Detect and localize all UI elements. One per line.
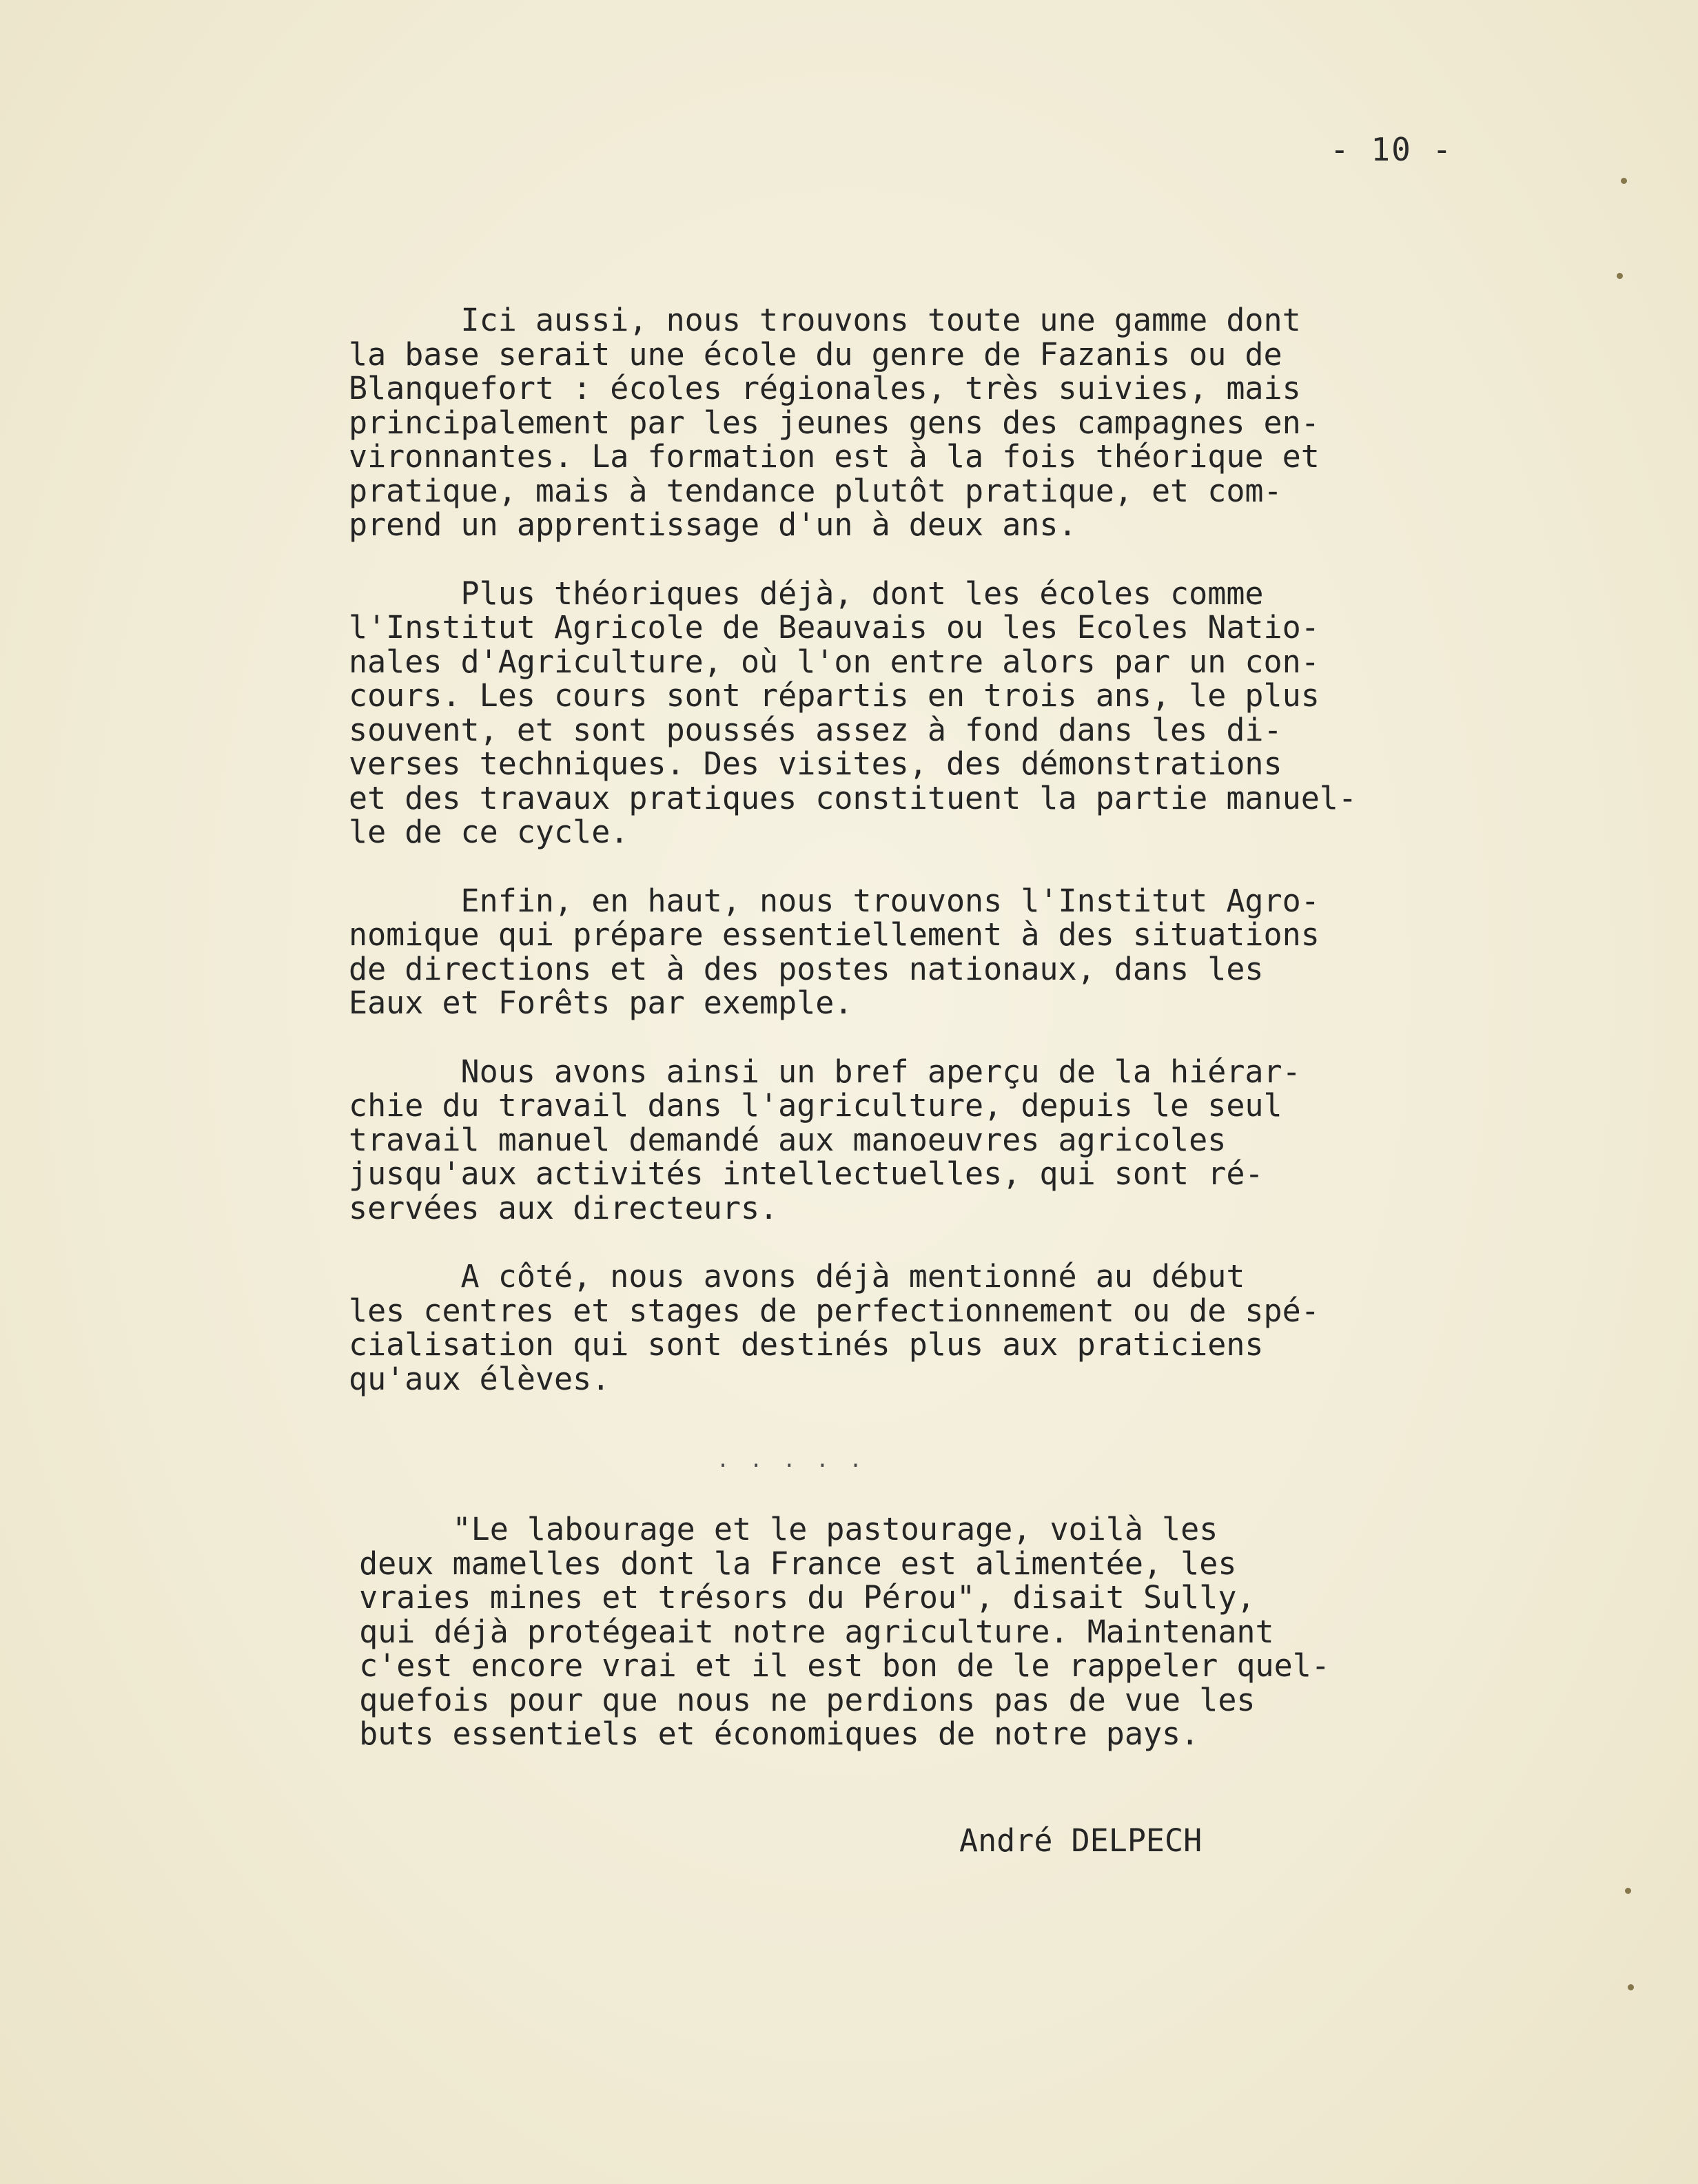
text-line: cialisation qui sont destinés plus aux praticiens — [349, 1326, 1264, 1363]
text-line: Nous avons ainsi un bref aperçu de la hiérar- — [349, 1053, 1301, 1090]
text-line: l'Institut Agricole de Beauvais ou les Ecoles Natio- — [349, 609, 1320, 646]
text-line: souvent, et sont poussés assez à fond dans les di- — [349, 711, 1282, 748]
text-line: quefois pour que nous ne perdions pas de vue les — [340, 1681, 1256, 1718]
text-line: Eaux et Forêts par exemple. — [349, 985, 853, 1021]
section-separator: . . . . . — [717, 1448, 866, 1472]
text-line: Enfin, en haut, nous trouvons l'Institut Agro- — [349, 882, 1320, 919]
text-line: Plus théoriques déjà, dont les écoles comme — [349, 575, 1264, 612]
page-number: - 10 - — [1330, 131, 1453, 168]
text-line: et des travaux pratiques constituent la partie manuel- — [349, 779, 1357, 816]
paragraph-schools-theoretical — [349, 577, 1479, 849]
text-line: pratique, mais à tendance plutôt pratique, et com- — [349, 472, 1282, 509]
text-line: de directions et à des postes nationaux, dans les — [349, 950, 1264, 987]
text-line: c'est encore vrai et il est bon de le rappeler quel- — [340, 1647, 1330, 1684]
author-signature: André DELPECH — [959, 1822, 1203, 1859]
paragraph-centres-stages — [349, 1259, 1479, 1396]
paragraph-institut-agronomique — [349, 884, 1479, 1020]
text-line: le de ce cycle. — [349, 814, 629, 850]
text-line: principalement par les jeunes gens des campagnes en- — [349, 404, 1320, 441]
paper-speck — [1625, 1888, 1631, 1894]
text-line: "Le labourage et le pastourage, voilà les — [340, 1511, 1218, 1547]
paper-speck — [1617, 273, 1623, 279]
text-line: Ici aussi, nous trouvons toute une gamme dont — [349, 302, 1301, 338]
paragraph-schools-regional — [349, 303, 1479, 542]
text-line: deux mamelles dont la France est alimentée, les — [340, 1545, 1237, 1582]
text-line: prend un apprentissage d'un à deux ans. — [349, 506, 1077, 543]
paper-speck — [1628, 1984, 1634, 1990]
body-text — [349, 303, 1479, 1430]
text-line: Blanquefort : écoles régionales, très suivies, mais — [349, 370, 1301, 406]
text-line: travail manuel demandé aux manoeuvres agricoles — [349, 1121, 1227, 1158]
text-line: verses techniques. Des visites, des démonstrations — [349, 745, 1282, 782]
sully-quote-paragraph — [340, 1512, 1471, 1751]
paper-speck — [1621, 178, 1627, 184]
text-line: nales d'Agriculture, où l'on entre alors par un con- — [349, 643, 1320, 680]
text-line: nomique qui prépare essentiellement à des situations — [349, 916, 1320, 953]
text-line: cours. Les cours sont répartis en trois ans, le plus — [349, 677, 1320, 714]
paragraph-hierarchy — [349, 1055, 1479, 1226]
text-line: qu'aux élèves. — [349, 1360, 611, 1397]
text-line: servées aux directeurs. — [349, 1189, 779, 1226]
text-line: buts essentiels et économiques de notre pays. — [340, 1716, 1200, 1752]
text-line: A côté, nous avons déjà mentionné au début — [349, 1258, 1245, 1295]
text-line: vraies mines et trésors du Pérou", disait Sully, — [340, 1579, 1256, 1616]
text-line: les centres et stages de perfectionnement ou de spé- — [349, 1292, 1320, 1329]
text-line: vironnantes. La formation est à la fois théorique et — [349, 438, 1320, 475]
text-line: qui déjà protégeait notre agriculture. Maintenant — [340, 1613, 1274, 1650]
text-line: chie du travail dans l'agriculture, depuis le seul — [349, 1087, 1282, 1124]
text-line: jusqu'aux activités intellectuelles, qui sont ré- — [349, 1155, 1264, 1192]
text-line: la base serait une école du genre de Fazanis ou de — [349, 336, 1282, 373]
